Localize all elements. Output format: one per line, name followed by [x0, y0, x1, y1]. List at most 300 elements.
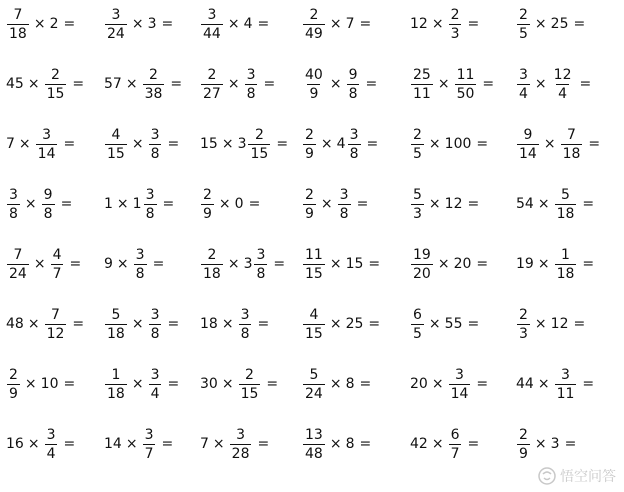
problem [6, 422, 75, 466]
problem [200, 182, 260, 226]
problem [516, 242, 594, 286]
equals-sign: = [266, 376, 279, 392]
numerator: 2 [413, 126, 422, 143]
times-sign: × [431, 376, 444, 392]
denominator: 9 [519, 445, 528, 462]
equals-sign: = [467, 16, 480, 32]
equals-sign: = [161, 436, 174, 452]
integer: 15 [345, 256, 364, 272]
numerator: 2 [51, 66, 60, 83]
times-sign: × [437, 256, 450, 272]
times-sign: × [212, 436, 225, 452]
problem [410, 362, 488, 406]
integer: 12 [410, 16, 428, 32]
denominator: 8 [240, 325, 250, 342]
denominator: 7 [144, 445, 154, 462]
numerator: 13 [305, 426, 323, 443]
equals-sign: = [573, 16, 586, 32]
fraction [303, 8, 325, 41]
problem [516, 302, 585, 346]
times-sign: × [537, 196, 550, 212]
equals-sign: = [476, 256, 489, 272]
numerator: 6 [413, 306, 422, 323]
integer: 48 [6, 316, 24, 332]
integer: 30 [200, 376, 218, 392]
equals-sign: = [368, 256, 381, 272]
equals-sign: = [582, 376, 595, 392]
fraction [149, 128, 162, 161]
times-sign: × [33, 256, 46, 272]
numerator: 2 [149, 66, 158, 83]
fraction [105, 368, 127, 401]
numerator: 3 [236, 426, 246, 443]
denominator: 3 [450, 25, 460, 42]
numerator: 6 [450, 426, 460, 443]
fraction [143, 428, 156, 461]
equals-sign: = [72, 76, 85, 92]
problem [516, 122, 600, 166]
denominator: 5 [413, 325, 422, 342]
fraction [449, 428, 462, 461]
denominator: 3 [519, 325, 528, 342]
integer: 25 [550, 16, 569, 32]
whole-part: 3 [243, 256, 253, 272]
numerator: 2 [305, 186, 314, 203]
times-sign: × [131, 316, 144, 332]
denominator: 8 [349, 145, 359, 162]
fraction [449, 8, 462, 41]
equals-sign: = [60, 196, 73, 212]
equals-sign: = [356, 196, 369, 212]
denominator: 15 [46, 85, 65, 102]
equals-sign: = [72, 316, 85, 332]
integer: 7 [345, 16, 355, 32]
numerator: 2 [254, 126, 264, 143]
times-sign: × [534, 316, 547, 332]
integer: 3 [147, 16, 157, 32]
times-sign: × [428, 316, 441, 332]
integer: 25 [345, 316, 364, 332]
equals-sign: = [161, 16, 174, 32]
numerator: 3 [150, 366, 160, 383]
numerator: 40 [305, 66, 323, 83]
problem [410, 242, 488, 286]
times-sign: × [131, 376, 144, 392]
numerator: 3 [519, 66, 528, 83]
times-sign: × [131, 136, 144, 152]
numerator: 2 [519, 306, 528, 323]
problem [200, 2, 269, 46]
equals-sign: = [152, 256, 165, 272]
problem [200, 62, 275, 106]
fraction [105, 8, 127, 41]
fraction [517, 428, 530, 461]
fraction [42, 188, 55, 221]
problem [104, 62, 182, 106]
denominator: 8 [9, 205, 18, 222]
fraction [230, 428, 252, 461]
denominator: 15 [250, 145, 269, 162]
numerator: 5 [413, 186, 422, 203]
equals-sign: = [273, 256, 286, 272]
numerator: 2 [305, 126, 314, 143]
mixed-number [337, 128, 362, 161]
times-sign: × [537, 376, 550, 392]
denominator: 4 [46, 445, 56, 462]
problem [104, 422, 173, 466]
integer: 12 [444, 196, 463, 212]
numerator: 3 [339, 186, 349, 203]
fraction [105, 308, 127, 341]
denominator: 18 [556, 205, 575, 222]
denominator: 9 [305, 145, 314, 162]
integer: 57 [104, 76, 122, 92]
times-sign: × [431, 16, 444, 32]
equals-sign: = [248, 196, 261, 212]
fraction [347, 68, 360, 101]
times-sign: × [33, 16, 46, 32]
fraction [36, 128, 58, 161]
times-sign: × [221, 316, 234, 332]
integer: 10 [40, 376, 59, 392]
numerator: 19 [413, 246, 431, 263]
times-sign: × [125, 436, 138, 452]
denominator: 4 [150, 385, 160, 402]
numerator: 3 [150, 126, 160, 143]
fraction [411, 248, 433, 281]
fraction [455, 68, 477, 101]
problem [6, 182, 72, 226]
problem [410, 182, 479, 226]
numerator: 2 [450, 6, 460, 23]
problem [516, 62, 591, 106]
times-sign: × [116, 196, 129, 212]
fraction [561, 128, 583, 161]
denominator: 9 [305, 205, 314, 222]
problem [516, 182, 594, 226]
denominator: 18 [107, 325, 125, 342]
fraction [7, 8, 29, 41]
whole-part: 4 [336, 136, 346, 152]
equals-sign: = [366, 136, 379, 152]
times-sign: × [329, 436, 342, 452]
denominator: 12 [46, 325, 65, 342]
integer: 20 [410, 376, 428, 392]
denominator: 7 [52, 265, 62, 282]
denominator: 49 [305, 25, 323, 42]
numerator: 3 [561, 366, 570, 383]
numerator: 7 [51, 306, 60, 323]
times-sign: × [24, 376, 37, 392]
fraction [303, 368, 325, 401]
numerator: 4 [52, 246, 62, 263]
problem [200, 122, 288, 166]
equals-sign: = [167, 316, 180, 332]
numerator: 3 [455, 366, 464, 383]
denominator: 28 [231, 445, 250, 462]
problem [410, 2, 479, 46]
denominator: 44 [203, 25, 221, 42]
denominator: 20 [413, 265, 431, 282]
numerator: 5 [111, 306, 121, 323]
denominator: 8 [348, 85, 358, 102]
fraction [201, 248, 223, 281]
numerator: 3 [42, 126, 52, 143]
numerator: 4 [309, 306, 319, 323]
fraction [201, 68, 223, 101]
numerator: 5 [561, 186, 570, 203]
denominator: 24 [9, 265, 27, 282]
denominator: 5 [519, 25, 528, 42]
fraction [411, 128, 424, 161]
denominator: 8 [145, 205, 155, 222]
equals-sign: = [257, 436, 270, 452]
fraction [201, 188, 214, 221]
equals-sign: = [263, 76, 276, 92]
problem [6, 2, 75, 46]
times-sign: × [27, 436, 40, 452]
times-sign: × [329, 316, 342, 332]
equals-sign: = [588, 136, 601, 152]
denominator: 24 [305, 385, 323, 402]
equals-sign: = [69, 256, 82, 272]
denominator: 18 [107, 385, 125, 402]
problem [516, 2, 585, 46]
numerator: 1 [561, 246, 570, 263]
problem [302, 362, 371, 406]
fraction [555, 248, 577, 281]
times-sign: × [534, 76, 547, 92]
numerator: 3 [150, 306, 160, 323]
problem [200, 422, 269, 466]
fraction [555, 368, 577, 401]
equals-sign: = [162, 196, 175, 212]
denominator: 8 [339, 205, 349, 222]
fraction [245, 68, 258, 101]
problem [104, 362, 179, 406]
numerator: 3 [256, 246, 266, 263]
numerator: 9 [523, 126, 533, 143]
equals-sign: = [573, 316, 586, 332]
equals-sign: = [467, 316, 480, 332]
numerator: 2 [309, 6, 319, 23]
problem [302, 2, 371, 46]
denominator: 8 [246, 85, 256, 102]
times-sign: × [131, 16, 144, 32]
equals-sign: = [167, 136, 180, 152]
equals-sign: = [257, 316, 270, 332]
equals-sign: = [359, 376, 372, 392]
times-sign: × [320, 136, 333, 152]
fraction [517, 128, 539, 161]
integer: 2 [49, 16, 59, 32]
denominator: 3 [413, 205, 422, 222]
fraction [517, 68, 530, 101]
times-sign: × [320, 196, 333, 212]
integer: 1 [104, 196, 113, 212]
times-sign: × [27, 316, 40, 332]
mixed-number [238, 128, 272, 161]
numerator: 3 [111, 6, 121, 23]
fraction [239, 308, 252, 341]
denominator: 9 [9, 385, 18, 402]
fraction [248, 128, 270, 161]
equals-sign: = [257, 16, 270, 32]
denominator: 14 [450, 385, 469, 402]
equals-sign: = [365, 76, 378, 92]
fraction [45, 428, 58, 461]
denominator: 15 [305, 265, 323, 282]
numerator: 3 [135, 246, 145, 263]
problem [410, 122, 488, 166]
numerator: 3 [246, 66, 256, 83]
times-sign: × [534, 16, 547, 32]
wukong-logo-icon [538, 467, 556, 485]
integer: 44 [516, 376, 534, 392]
fraction [449, 368, 471, 401]
times-sign: × [221, 376, 234, 392]
denominator: 9 [309, 85, 319, 102]
denominator: 5 [413, 145, 422, 162]
integer: 14 [104, 436, 122, 452]
denominator: 38 [144, 85, 163, 102]
fraction [348, 128, 361, 161]
whole-part: 3 [237, 136, 247, 152]
denominator: 4 [558, 85, 568, 102]
equals-sign: = [63, 376, 76, 392]
equals-sign: = [276, 136, 289, 152]
problem [104, 2, 173, 46]
denominator: 24 [107, 25, 125, 42]
fraction [411, 188, 424, 221]
integer: 9 [104, 256, 113, 272]
fraction [149, 308, 162, 341]
equals-sign: = [582, 256, 595, 272]
denominator: 15 [240, 385, 259, 402]
times-sign: × [329, 16, 342, 32]
problem [6, 242, 81, 286]
fraction [45, 308, 67, 341]
integer: 20 [453, 256, 472, 272]
integer: 12 [550, 316, 569, 332]
denominator: 15 [107, 145, 125, 162]
numerator: 25 [413, 66, 431, 83]
numerator: 3 [46, 426, 56, 443]
problem [104, 122, 179, 166]
fraction [51, 248, 64, 281]
whole-part: 1 [132, 196, 142, 212]
denominator: 8 [43, 205, 53, 222]
numerator: 3 [207, 6, 217, 23]
fraction [303, 128, 316, 161]
problem [302, 302, 380, 346]
fraction [411, 308, 424, 341]
integer: 45 [6, 76, 24, 92]
fraction [149, 368, 162, 401]
numerator: 12 [553, 66, 572, 83]
fraction [517, 308, 530, 341]
problem [302, 242, 380, 286]
denominator: 48 [305, 445, 323, 462]
problem [200, 362, 278, 406]
denominator: 14 [519, 145, 537, 162]
mixed-number [133, 188, 158, 221]
fraction [105, 128, 127, 161]
equals-sign: = [476, 376, 489, 392]
fraction [7, 368, 20, 401]
denominator: 18 [556, 265, 575, 282]
numerator: 3 [145, 186, 155, 203]
numerator: 5 [309, 366, 319, 383]
equals-sign: = [564, 436, 577, 452]
integer: 54 [516, 196, 534, 212]
times-sign: × [329, 76, 342, 92]
fraction [239, 368, 261, 401]
integer: 18 [200, 316, 218, 332]
fraction [338, 188, 351, 221]
times-sign: × [537, 256, 550, 272]
problem [302, 62, 377, 106]
equals-sign: = [63, 136, 76, 152]
times-sign: × [437, 76, 450, 92]
fraction [7, 248, 29, 281]
numerator: 7 [567, 126, 576, 143]
fraction [303, 248, 325, 281]
equals-sign: = [359, 436, 372, 452]
numerator: 2 [245, 366, 254, 383]
fraction [303, 188, 316, 221]
equals-sign: = [579, 76, 592, 92]
problem [104, 242, 164, 286]
problem [410, 302, 479, 346]
fraction [134, 248, 147, 281]
equals-sign: = [467, 436, 480, 452]
numerator: 9 [43, 186, 53, 203]
integer: 4 [243, 16, 253, 32]
fraction [143, 68, 165, 101]
integer: 100 [444, 136, 472, 152]
denominator: 8 [256, 265, 266, 282]
fraction [303, 428, 325, 461]
times-sign: × [428, 136, 441, 152]
equals-sign: = [467, 196, 480, 212]
fraction [144, 188, 157, 221]
problem [410, 422, 479, 466]
denominator: 7 [450, 445, 460, 462]
numerator: 2 [203, 186, 212, 203]
denominator: 18 [9, 25, 27, 42]
problem [200, 242, 285, 286]
numerator: 4 [111, 126, 121, 143]
denominator: 18 [562, 145, 581, 162]
numerator: 2 [519, 6, 528, 23]
integer: 7 [200, 436, 209, 452]
problem [410, 62, 494, 106]
problem [516, 422, 576, 466]
integer: 16 [6, 436, 24, 452]
problem [6, 362, 75, 406]
fraction [411, 68, 433, 101]
problem [6, 62, 84, 106]
times-sign: × [125, 76, 138, 92]
denominator: 11 [556, 385, 575, 402]
numerator: 7 [13, 246, 23, 263]
equals-sign: = [582, 196, 595, 212]
integer: 42 [410, 436, 428, 452]
numerator: 11 [456, 66, 475, 83]
times-sign: × [534, 436, 547, 452]
denominator: 11 [413, 85, 431, 102]
